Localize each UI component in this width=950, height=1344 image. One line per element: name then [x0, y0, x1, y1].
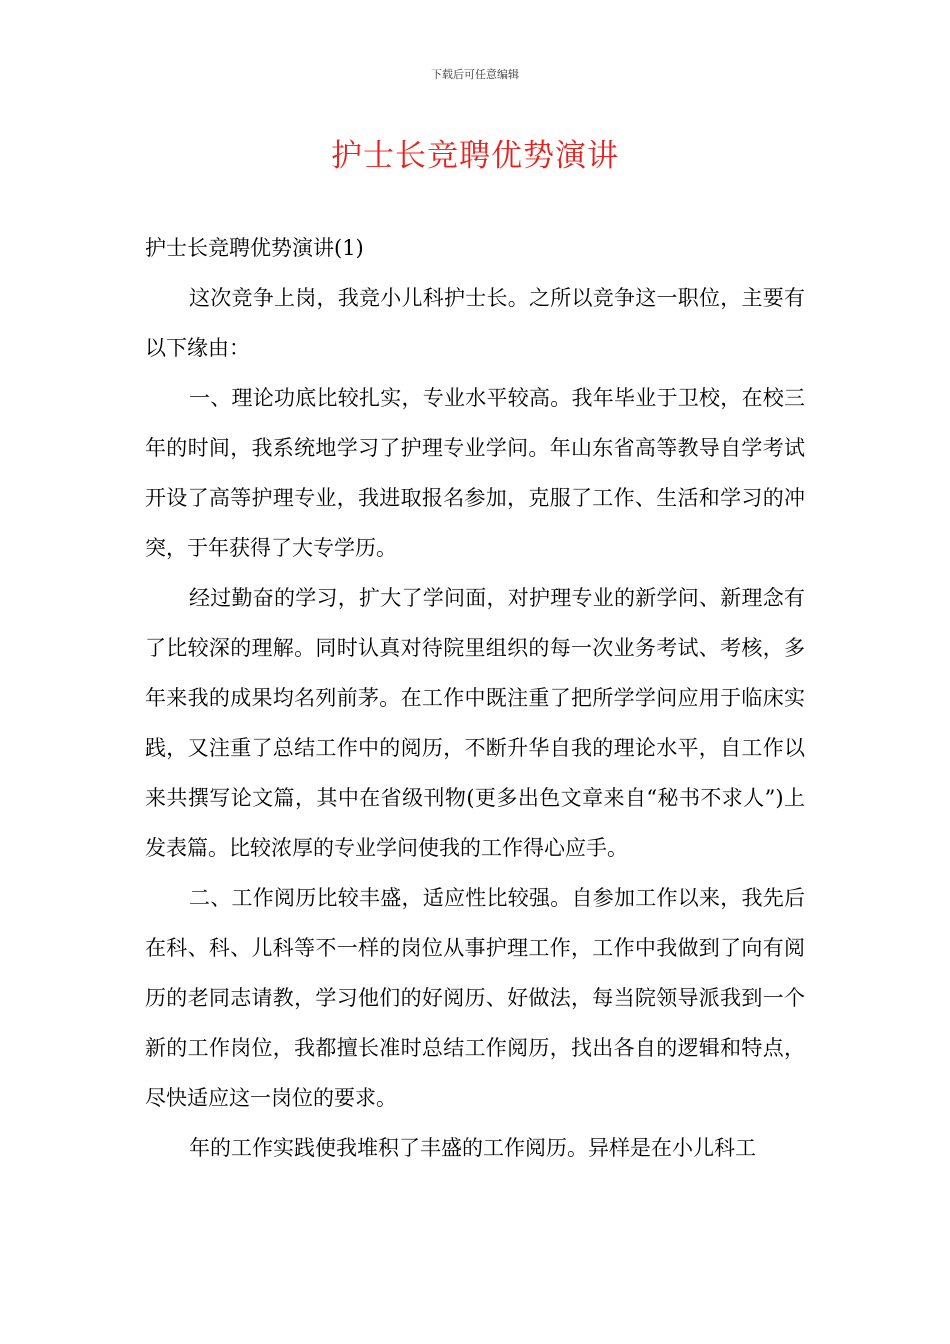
page-header-note: 下载后可任意编辑 — [431, 68, 519, 81]
document-subtitle: 护士长竞聘优势演讲(1) — [145, 236, 364, 260]
document-title: 护士长竞聘优势演讲 — [331, 138, 619, 174]
paragraph-3: 经过勤奋的学习，扩大了学问面，对护理专业的新学问、新理念有了比较深的理解。同时认真对待院里组织的每一次业务考试、考核，多年来我的成果均名列前茅。在工作中既注重了把所学学问应用于临床实践，又注重了总结工作中的阅历，不断升华自我的理论水平，自工作以来共撰写论文篇，其中在省级刊物(更多出色文章来自“秘书不求人”)上发表篇。比较浓厚的专业学问使我的工作得心应手。 — [145, 586, 805, 860]
paragraph-2: 一、理论功底比较扎实，专业水平较高。我年毕业于卫校，在校三年的时间，我系统地学习了护理专业学问。年山东省高等教导自学考试开设了高等护理专业，我进取报名参加，克服了工作、生活和学习的冲突，于年获得了大专学历。 — [145, 386, 805, 560]
paragraph-5: 年的工作实践使我堆积了丰盛的工作阅历。异样是在小儿科工 — [189, 1136, 756, 1160]
paragraph-4: 二、工作阅历比较丰盛，适应性比较强。自参加工作以来，我先后在科、科、儿科等不一样的岗位从事护理工作，工作中我做到了向有阅历的老同志请教，学习他们的好阅历、好做法，每当院领导派我到一个新的工作岗位，我都擅长准时总结工作阅历，找出各自的逻辑和特点，尽快适应这一岗位的要求。 — [145, 886, 805, 1110]
paragraph-1: 这次竞争上岗，我竞小儿科护士长。之所以竞争这一职位，主要有以下缘由： — [145, 286, 805, 360]
document-body — [145, 223, 805, 1173]
